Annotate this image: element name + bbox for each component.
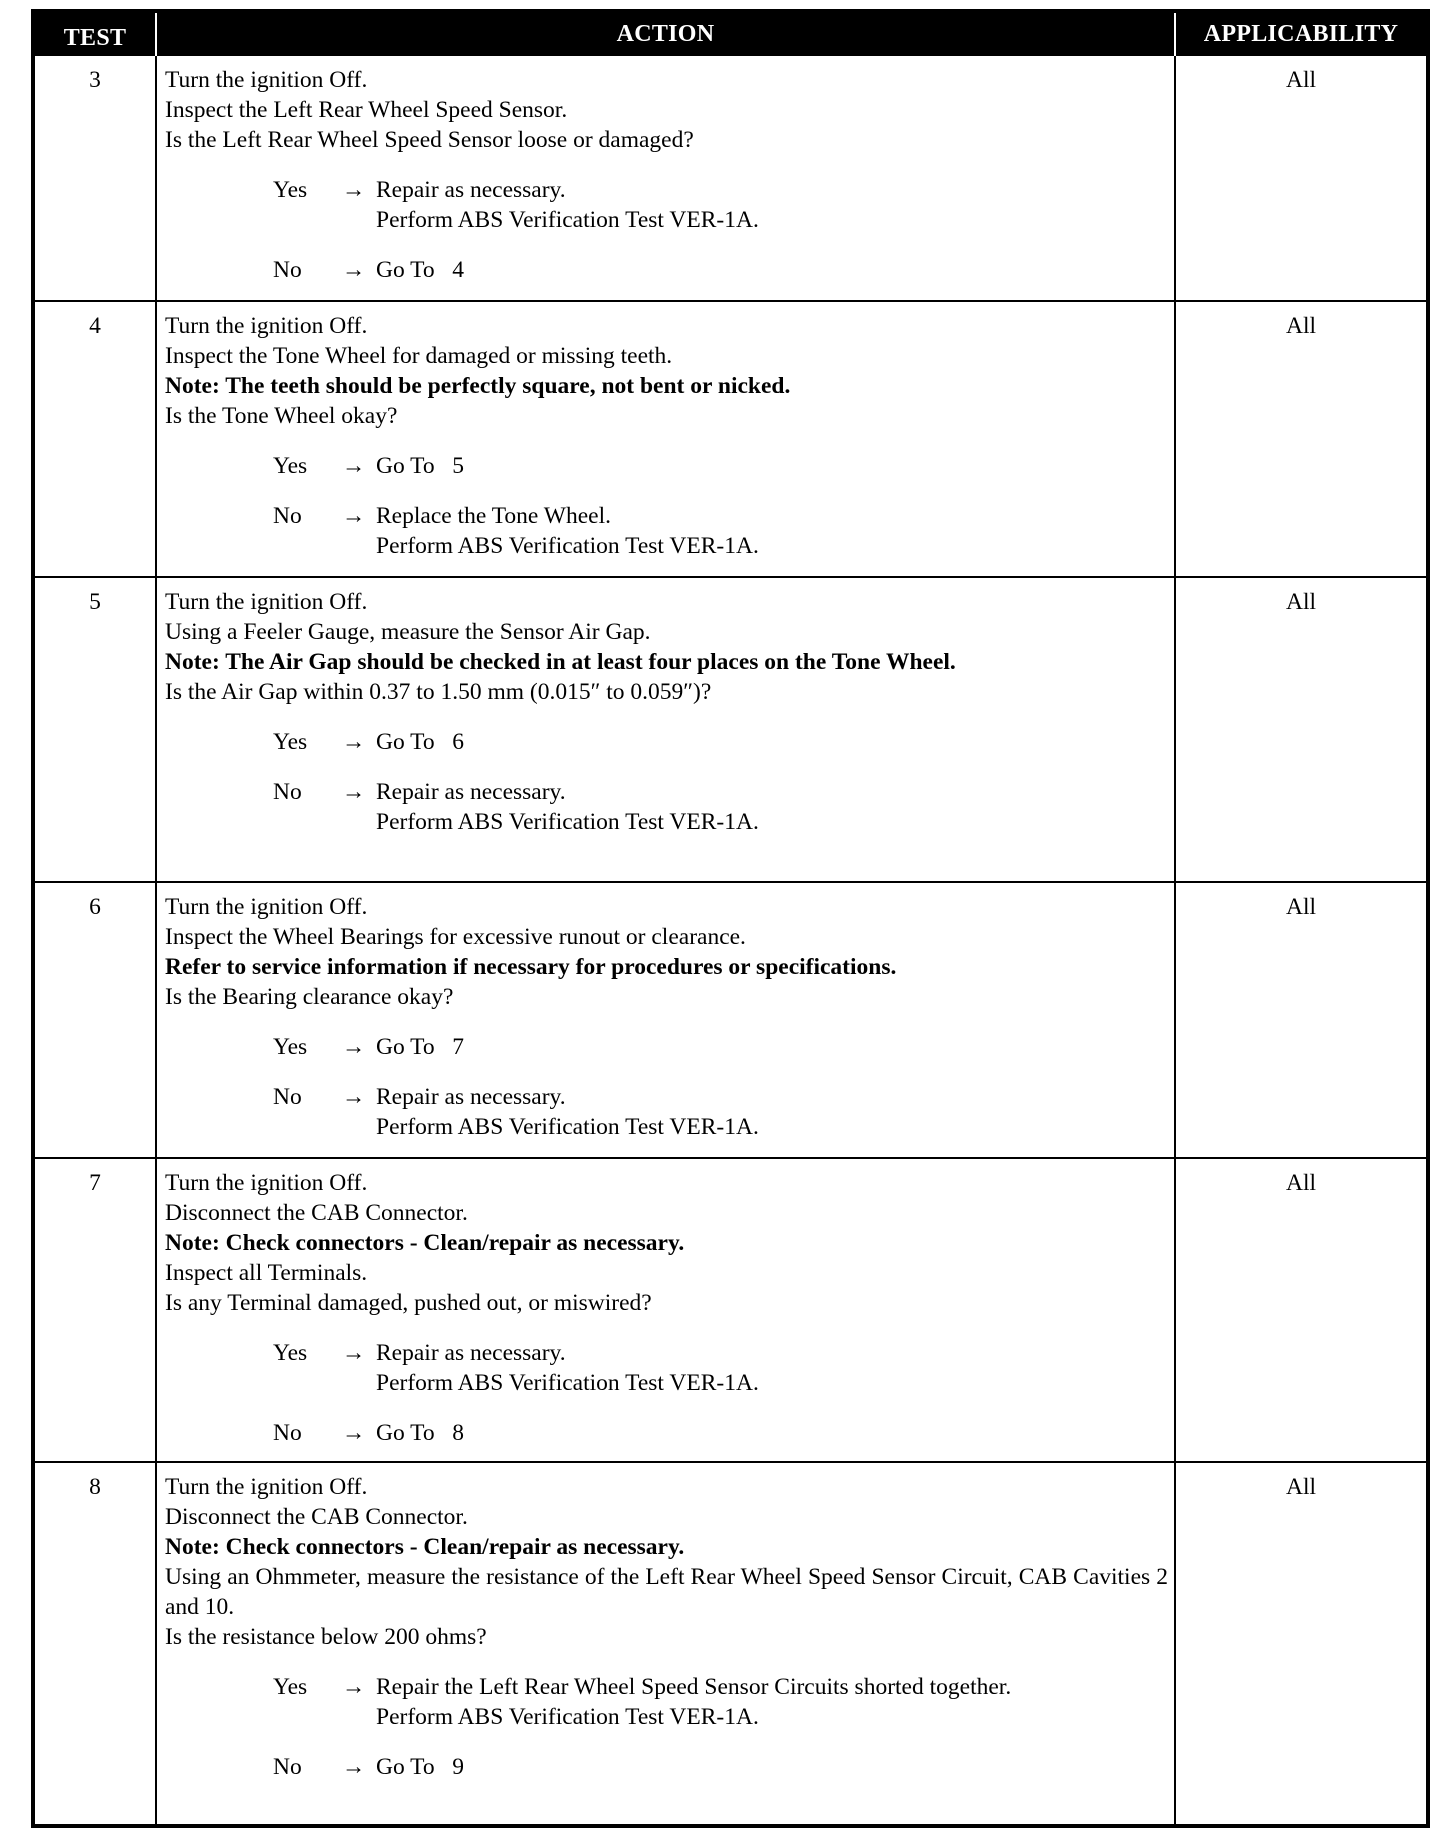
arrow-icon: →	[341, 729, 366, 755]
action-line: Turn the ignition Off.	[165, 313, 368, 339]
no-label: No	[273, 257, 302, 283]
header-action: ACTION	[156, 11, 1175, 55]
applicability-cell: All	[1175, 577, 1428, 882]
arrow-icon: →	[341, 1084, 366, 1110]
header-applicability: APPLICABILITY	[1175, 11, 1428, 55]
branch-result: Repair as necessary.	[376, 779, 566, 805]
yes-label: Yes	[273, 453, 308, 479]
branch-result: Perform ABS Verification Test VER-1A.	[376, 207, 759, 233]
table-row	[33, 577, 1428, 882]
test-number: 7	[33, 1158, 156, 1462]
yes-branch	[273, 727, 1168, 757]
action-line: Using a Feeler Gauge, measure the Sensor Air Gap.	[165, 619, 651, 645]
action-line: Turn the ignition Off.	[165, 589, 368, 615]
action-line: Turn the ignition Off.	[165, 894, 368, 920]
applicability-cell: All	[1175, 301, 1428, 577]
no-branch	[273, 1418, 1168, 1448]
branch-result: Go To 8	[376, 1420, 465, 1446]
yes-branch	[273, 175, 1168, 235]
arrow-icon: →	[341, 1754, 366, 1780]
action-cell	[156, 1462, 1175, 1826]
table-row	[33, 1158, 1428, 1462]
arrow-icon: →	[341, 177, 366, 203]
branch-result: Go To 4	[376, 257, 465, 283]
yes-label: Yes	[273, 1034, 308, 1060]
branch-result: Perform ABS Verification Test VER-1A.	[376, 809, 759, 835]
table-row	[33, 882, 1428, 1158]
action-line: Using an Ohmmeter, measure the resistance of the Left Rear Wheel Speed Sensor Circuit, CAB Cavities 2 and 10.	[165, 1564, 1168, 1620]
arrow-icon: →	[341, 453, 366, 479]
action-line: Turn the ignition Off.	[165, 1474, 368, 1500]
yes-branch	[273, 1338, 1168, 1398]
applicability-cell: All	[1175, 882, 1428, 1158]
action-question: Is the Left Rear Wheel Speed Sensor loose or damaged?	[165, 127, 694, 153]
test-number: 4	[33, 301, 156, 577]
yes-label: Yes	[273, 1340, 308, 1366]
arrow-icon: →	[341, 257, 366, 283]
branch-result: Go To 7	[376, 1034, 465, 1060]
action-cell	[156, 1158, 1175, 1462]
applicability-cell: All	[1175, 1158, 1428, 1462]
no-label: No	[273, 1084, 302, 1110]
arrow-icon: →	[341, 779, 366, 805]
branch-result: Perform ABS Verification Test VER-1A.	[376, 1370, 759, 1396]
yes-branch	[273, 451, 1168, 481]
arrow-icon: →	[341, 1674, 366, 1700]
action-line: Inspect the Left Rear Wheel Speed Sensor.	[165, 97, 568, 123]
test-number: 5	[33, 577, 156, 882]
table-header-row	[33, 11, 1428, 55]
no-branch	[273, 255, 1168, 285]
action-cell	[156, 882, 1175, 1158]
action-line: Inspect all Terminals.	[165, 1260, 368, 1286]
action-note: Note: Check connectors - Clean/repair as necessary.	[165, 1230, 685, 1256]
test-number: 8	[33, 1462, 156, 1826]
action-question: Is the resistance below 200 ohms?	[165, 1624, 487, 1650]
action-line: Inspect the Tone Wheel for damaged or missing teeth.	[165, 343, 673, 369]
applicability-cell: All	[1175, 55, 1428, 301]
test-number: 6	[33, 882, 156, 1158]
branch-result: Repair as necessary.	[376, 177, 566, 203]
action-cell	[156, 55, 1175, 301]
branch-result: Perform ABS Verification Test VER-1A.	[376, 533, 759, 559]
no-branch	[273, 1752, 1168, 1782]
no-label: No	[273, 503, 302, 529]
action-question: Is the Bearing clearance okay?	[165, 984, 454, 1010]
action-cell	[156, 301, 1175, 577]
no-label: No	[273, 779, 302, 805]
arrow-icon: →	[341, 1340, 366, 1366]
no-label: No	[273, 1420, 302, 1446]
branch-result: Go To 5	[376, 453, 465, 479]
yes-branch	[273, 1032, 1168, 1062]
yes-label: Yes	[273, 729, 308, 755]
branch-result: Go To 6	[376, 729, 465, 755]
branch-result: Repair as necessary.	[376, 1340, 566, 1366]
table-row	[33, 55, 1428, 301]
action-cell	[156, 577, 1175, 882]
action-line: Inspect the Wheel Bearings for excessive runout or clearance.	[165, 924, 746, 950]
action-line: Turn the ignition Off.	[165, 1170, 368, 1196]
action-question: Is the Tone Wheel okay?	[165, 403, 398, 429]
action-question: Is the Air Gap within 0.37 to 1.50 mm (0.015″ to 0.059″)?	[165, 679, 712, 705]
yes-label: Yes	[273, 177, 308, 203]
applicability-cell: All	[1175, 1462, 1428, 1826]
header-test: TEST	[33, 11, 156, 55]
table-row	[33, 1462, 1428, 1826]
no-branch	[273, 777, 1168, 837]
action-note: Refer to service information if necessary for procedures or specifications.	[165, 954, 897, 980]
action-line: Turn the ignition Off.	[165, 67, 368, 93]
yes-branch	[273, 1672, 1168, 1732]
action-note: Note: Check connectors - Clean/repair as necessary.	[165, 1534, 685, 1560]
arrow-icon: →	[341, 503, 366, 529]
branch-result: Replace the Tone Wheel.	[376, 503, 611, 529]
no-branch	[273, 501, 1168, 561]
branch-result: Go To 9	[376, 1754, 465, 1780]
no-label: No	[273, 1754, 302, 1780]
action-note: Note: The Air Gap should be checked in at least four places on the Tone Wheel.	[165, 649, 956, 675]
no-branch	[273, 1082, 1168, 1142]
action-line: Disconnect the CAB Connector.	[165, 1200, 468, 1226]
branch-result: Perform ABS Verification Test VER-1A.	[376, 1704, 759, 1730]
yes-label: Yes	[273, 1674, 308, 1700]
table-row	[33, 301, 1428, 577]
branch-result: Repair as necessary.	[376, 1084, 566, 1110]
branch-result: Repair the Left Rear Wheel Speed Sensor Circuits shorted together.	[376, 1674, 1012, 1700]
action-question: Is any Terminal damaged, pushed out, or miswired?	[165, 1290, 652, 1316]
action-note: Note: The teeth should be perfectly square, not bent or nicked.	[165, 373, 791, 399]
test-number: 3	[33, 55, 156, 301]
action-line: Disconnect the CAB Connector.	[165, 1504, 468, 1530]
diagnostic-test-table	[31, 9, 1430, 1828]
branch-result: Perform ABS Verification Test VER-1A.	[376, 1114, 759, 1140]
arrow-icon: →	[341, 1420, 366, 1446]
arrow-icon: →	[341, 1034, 366, 1060]
